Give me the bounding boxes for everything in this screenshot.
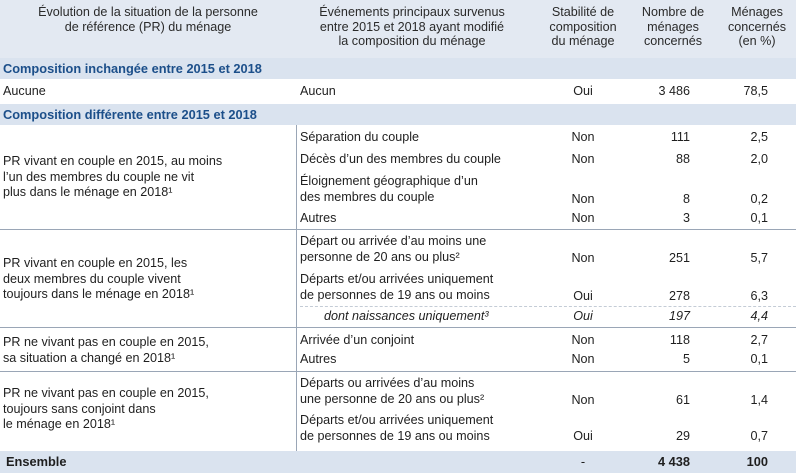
table-header (0, 0, 796, 58)
table-row: Arrivée d’un conjoint (300, 333, 415, 347)
table-row-pct: 4,4 (750, 309, 768, 323)
row-aucune-stabilite: Oui (573, 84, 593, 98)
group-divider (0, 371, 796, 372)
table-row-stabilite: Oui (573, 309, 593, 323)
table-row-pct: 0,1 (750, 352, 768, 366)
table-row: Éloignement géographique d’un des membres du couple (300, 174, 478, 204)
section-header-differente: Composition différente entre 2015 et 2018 (0, 104, 796, 125)
header-stabilite: Stabilité de composition du ménage (549, 5, 617, 48)
table-row: Décès d’un des membres du couple (300, 152, 501, 166)
subtotal-divider (300, 306, 796, 307)
table-row-pct: 2,5 (750, 130, 768, 144)
table-row-sub: dont naissances uniquement³ (324, 309, 489, 323)
table-row-stabilite: Non (571, 130, 595, 144)
table-row-nombre: 251 (668, 251, 690, 265)
table-row-stabilite: Non (571, 192, 595, 206)
group-divider (0, 229, 796, 230)
table-row-nombre: 3 (682, 211, 690, 225)
table-row-stabilite: Non (571, 333, 595, 347)
table-row: Départs et/ou arrivées uniquement de personnes de 19 ans ou moins (300, 413, 494, 443)
table-row-nombre: 111 (670, 130, 690, 144)
group-1-label: PR vivant en couple en 2015, au moins l’un des membres du couple ne vit plus dans le ménage en 2018¹ (3, 154, 223, 199)
row-aucune-evenement: Aucun (300, 84, 336, 98)
table-row-pct: 2,7 (750, 333, 768, 347)
table-row-nombre: 278 (668, 289, 690, 303)
table-row-stabilite: Non (571, 393, 595, 407)
table-row: Séparation du couple (300, 130, 420, 144)
table-row-pct: 0,7 (750, 429, 768, 443)
group-4-label: PR ne vivant pas en couple en 2015, toujours sans conjoint dans le ménage en 2018¹ (3, 386, 209, 431)
table-row-nombre: 29 (675, 429, 690, 443)
table-row-nombre: 8 (682, 192, 690, 206)
column-divider (296, 125, 297, 451)
table-row-pct: 1,4 (750, 393, 768, 407)
header-nombre: Nombre de ménages concernés (641, 5, 705, 48)
total-stabilite: - (580, 454, 586, 469)
group-2-label: PR vivant en couple en 2015, les deux membres du couple vivent toujours dans le ménage en 2018¹ (3, 256, 195, 301)
table-row-stabilite: Non (571, 211, 595, 225)
table-row-stabilite: Oui (573, 429, 593, 443)
total-pct: 100 (746, 454, 768, 469)
total-label: Ensemble (6, 454, 67, 469)
table-row: Autres (300, 352, 337, 366)
table-row-stabilite: Oui (573, 289, 593, 303)
table-row-pct: 2,0 (750, 152, 768, 166)
row-aucune-nombre: 3 486 (658, 84, 690, 98)
group-divider (0, 327, 796, 328)
table-row-nombre: 118 (669, 333, 690, 347)
table-row: Départs ou arrivées d’au moins une personne de 20 ans ou plus² (300, 376, 485, 406)
section-header-inchangee: Composition inchangée entre 2015 et 2018 (0, 58, 796, 79)
table-row-nombre: 197 (668, 309, 690, 323)
group-3-label: PR ne vivant pas en couple en 2015, sa situation a changé en 2018¹ (3, 335, 209, 365)
total-row (0, 451, 796, 473)
row-aucune-pct: 78,5 (743, 84, 768, 98)
table-row-stabilite: Non (571, 352, 595, 366)
row-aucune-evolution: Aucune (3, 84, 46, 98)
header-evolution: Évolution de la situation de la personne de référence (PR) du ménage (38, 5, 258, 34)
table-row-pct: 0,1 (750, 211, 768, 225)
table-row: Autres (300, 211, 337, 225)
table-row: Départ ou arrivée d’au moins une personne de 20 ans ou plus² (300, 234, 487, 264)
table-row-pct: 0,2 (750, 192, 768, 206)
table-row-stabilite: Non (571, 251, 595, 265)
table-row-nombre: 61 (675, 393, 690, 407)
table-row: Départs et/ou arrivées uniquement de personnes de 19 ans ou moins (300, 272, 494, 302)
table-row-pct: 6,3 (750, 289, 768, 303)
table-row-nombre: 5 (682, 352, 690, 366)
table-row-pct: 5,7 (750, 251, 768, 265)
table-row-stabilite: Non (571, 152, 595, 166)
total-nombre: 4 438 (657, 454, 690, 469)
table-row-nombre: 88 (675, 152, 690, 166)
header-evenements: Événements principaux survenus entre 2015 et 2018 ayant modifié la composition du ménage (319, 5, 505, 48)
header-pct: Ménages concernés (en %) (727, 5, 787, 48)
